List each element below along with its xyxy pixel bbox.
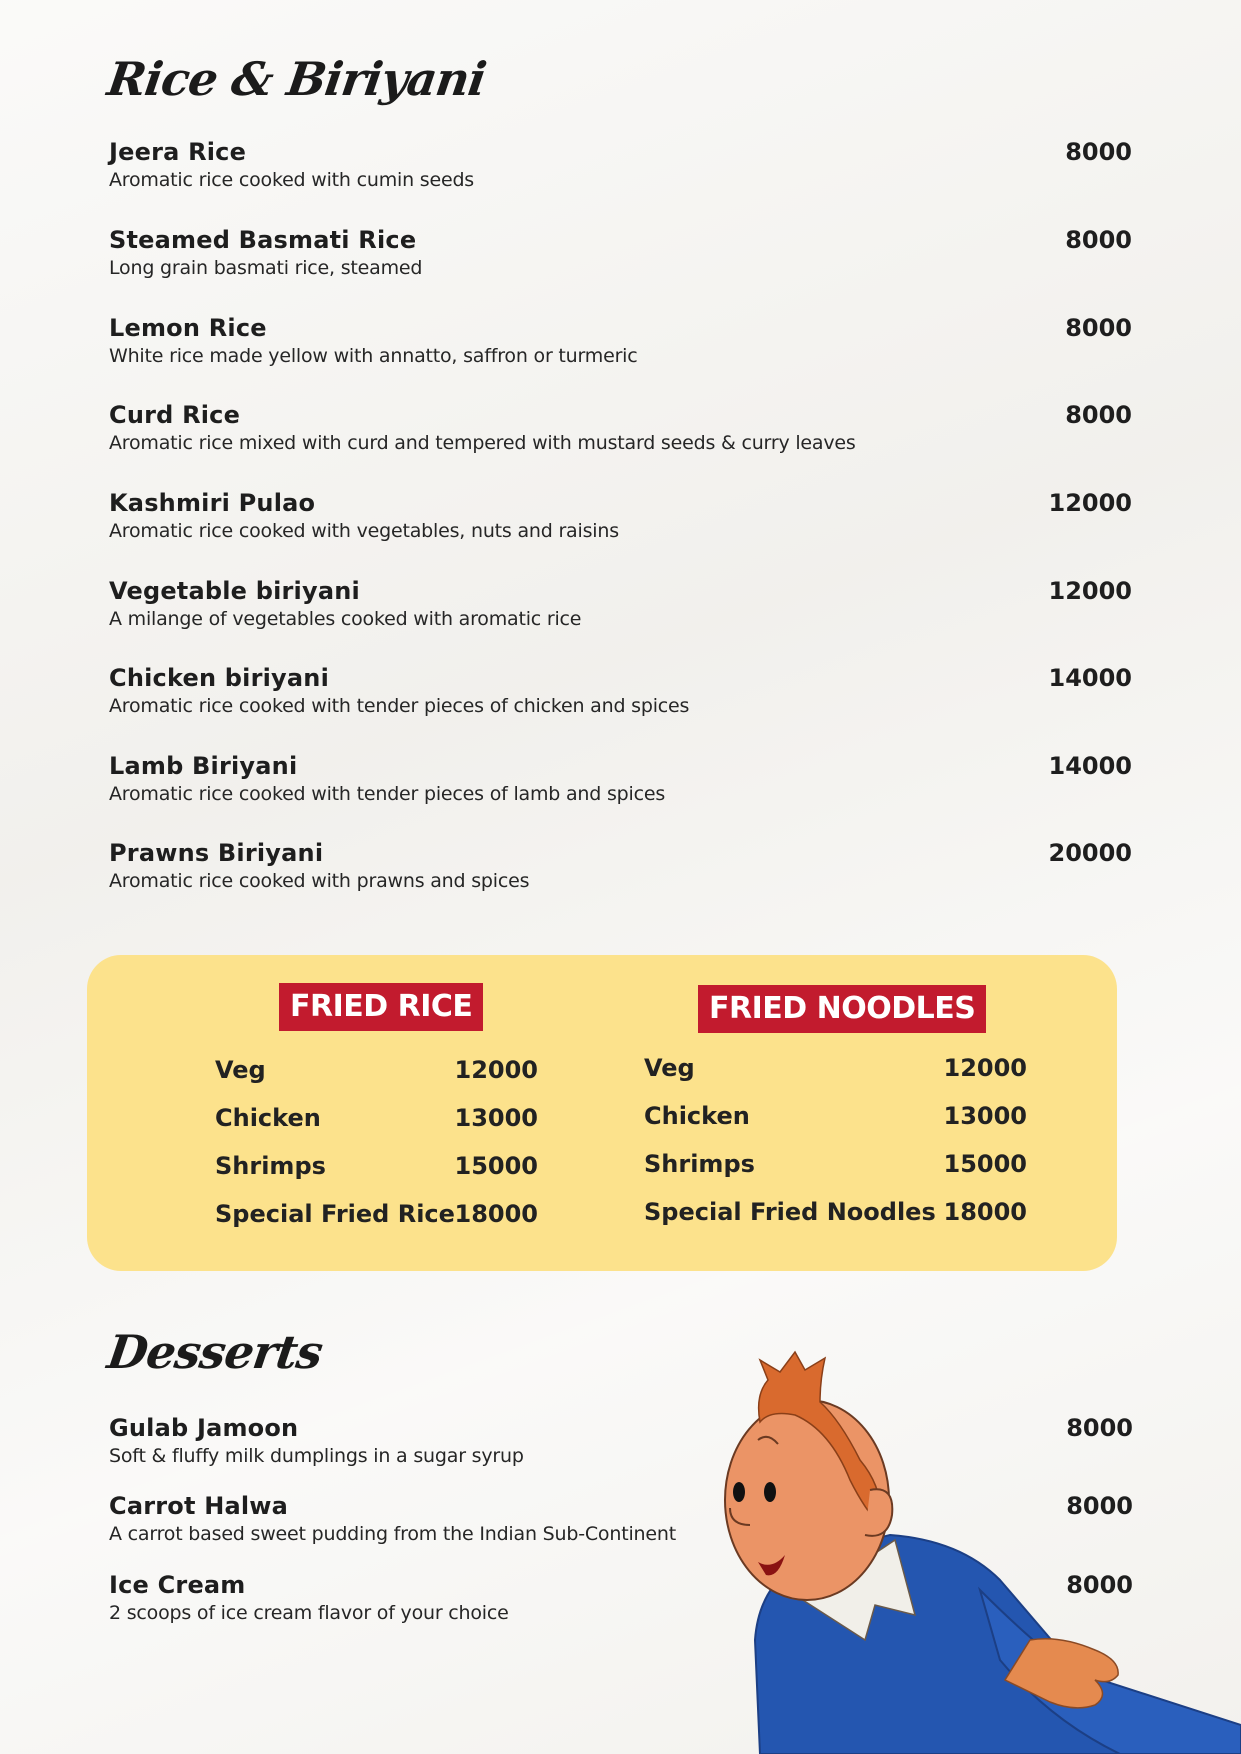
item-name: Special Fried Rice: [215, 1200, 455, 1228]
item-price: 8000: [1065, 314, 1132, 342]
item-name: Chicken: [644, 1102, 750, 1130]
item-name: Prawns Biriyani: [109, 839, 324, 867]
list-item: [215, 1151, 538, 1199]
item-price: 15000: [943, 1150, 1027, 1178]
section-title-desserts: Desserts: [104, 1325, 326, 1379]
item-name: Shrimps: [215, 1152, 326, 1180]
item-name: Lemon Rice: [109, 314, 267, 342]
item-price: 8000: [1066, 1571, 1133, 1599]
item-name: Veg: [215, 1056, 266, 1084]
item-name: Lamb Biriyani: [109, 752, 298, 780]
menu-item: [109, 576, 1132, 632]
list-item: [644, 1053, 1027, 1101]
item-name: Ice Cream: [109, 1571, 246, 1599]
item-price: 18000: [454, 1200, 538, 1228]
item-description: Long grain basmati rice, steamed: [109, 257, 423, 279]
menu-item: [109, 1413, 1133, 1469]
item-name: Jeera Rice: [109, 138, 247, 166]
list-item: [644, 1197, 1027, 1245]
item-description: Aromatic rice cooked with vegetables, nuts and raisins: [109, 520, 619, 542]
menu-item: [109, 225, 1132, 281]
item-description: Aromatic rice mixed with curd and tempered with mustard seeds & curry leaves: [109, 432, 856, 454]
item-name: Veg: [644, 1054, 695, 1082]
item-name: Vegetable biriyani: [109, 577, 360, 605]
item-price: 8000: [1066, 1492, 1133, 1520]
list-item: [215, 1055, 538, 1103]
item-price: 8000: [1065, 138, 1132, 166]
item-price: 8000: [1065, 226, 1132, 254]
item-price: 13000: [943, 1102, 1027, 1130]
item-description: A milange of vegetables cooked with aromatic rice: [109, 608, 582, 630]
item-name: Carrot Halwa: [109, 1492, 289, 1520]
menu-item: [109, 663, 1132, 719]
fried-noodles-list: [644, 1053, 1027, 1245]
fried-rice-list: [215, 1055, 538, 1247]
fried-noodles-badge: FRIED NOODLES: [698, 985, 986, 1033]
item-name: Curd Rice: [109, 401, 241, 429]
item-price: 12000: [943, 1054, 1027, 1082]
item-price: 15000: [454, 1152, 538, 1180]
list-item: [215, 1103, 538, 1151]
item-price: 12000: [454, 1056, 538, 1084]
item-price: 18000: [943, 1198, 1027, 1226]
item-price: 12000: [1048, 489, 1132, 517]
menu-item: [109, 488, 1132, 544]
menu-item: [109, 1491, 1133, 1547]
item-description: A carrot based sweet pudding from the Indian Sub-Continent: [109, 1523, 676, 1545]
menu-item: [109, 1570, 1133, 1626]
item-price: 20000: [1048, 839, 1132, 867]
list-item: [644, 1149, 1027, 1197]
item-description: Soft & fluffy milk dumplings in a sugar syrup: [109, 1445, 524, 1467]
cartoon-character-illustration: [700, 1340, 1241, 1754]
fried-specials-box: [87, 955, 1117, 1271]
item-price: 12000: [1048, 577, 1132, 605]
fried-rice-badge: FRIED RICE: [279, 983, 483, 1031]
item-name: Special Fried Noodles: [644, 1198, 936, 1226]
menu-item: [109, 137, 1132, 193]
item-price: 14000: [1048, 664, 1132, 692]
item-name: Chicken biriyani: [109, 664, 330, 692]
item-description: Aromatic rice cooked with tender pieces of chicken and spices: [109, 695, 690, 717]
list-item: [215, 1199, 538, 1247]
item-name: Steamed Basmati Rice: [109, 226, 417, 254]
item-description: Aromatic rice cooked with tender pieces of lamb and spices: [109, 783, 666, 805]
item-price: 14000: [1048, 752, 1132, 780]
item-description: Aromatic rice cooked with prawns and spices: [109, 870, 530, 892]
item-price: 8000: [1066, 1414, 1133, 1442]
item-name: Kashmiri Pulao: [109, 489, 316, 517]
menu-item: [109, 400, 1132, 456]
item-description: Aromatic rice cooked with cumin seeds: [109, 169, 475, 191]
menu-item: [109, 751, 1132, 807]
item-name: Gulab Jamoon: [109, 1414, 299, 1442]
item-name: Chicken: [215, 1104, 321, 1132]
menu-item: [109, 838, 1132, 894]
list-item: [644, 1101, 1027, 1149]
item-name: Shrimps: [644, 1150, 755, 1178]
menu-item: [109, 313, 1132, 369]
item-description: White rice made yellow with annatto, saffron or turmeric: [109, 345, 638, 367]
section-title-rice-biriyani: Rice & Biriyani: [104, 52, 489, 106]
item-price: 8000: [1065, 401, 1132, 429]
item-price: 13000: [454, 1104, 538, 1132]
item-description: 2 scoops of ice cream flavor of your choice: [109, 1602, 509, 1624]
